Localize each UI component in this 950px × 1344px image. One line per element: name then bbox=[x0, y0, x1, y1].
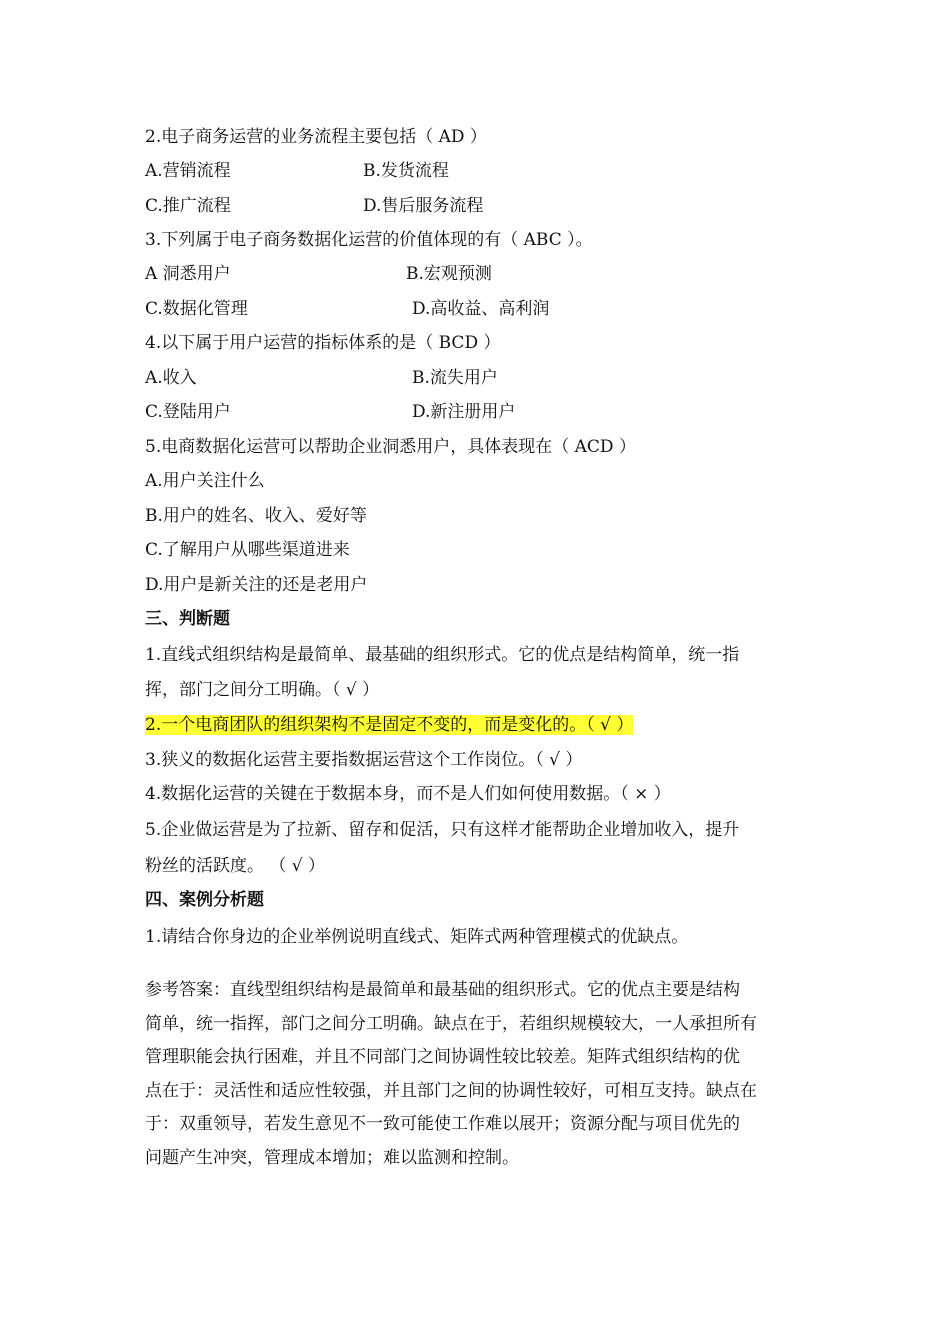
tf-item-3: 3.狭义的数据化运营主要指数据运营这个工作岗位。（ √ ） bbox=[145, 750, 583, 770]
question-3: 3.下列属于电子商务数据化运营的价值体现的有（ ABC ）。 bbox=[145, 230, 593, 250]
option-a: A.用户关注什么 bbox=[145, 471, 265, 491]
option-b: B.流失用户 bbox=[412, 368, 498, 388]
tf-item-1-line-1: 1.直线式组织结构是最简单、最基础的组织形式。它的优点是结构简单，统一指 bbox=[145, 645, 740, 665]
option-c: C.了解用户从哪些渠道进来 bbox=[145, 540, 350, 560]
reference-answer bbox=[145, 974, 810, 1176]
answer-line: 参考答案：直线型组织结构是最简单和最基础的组织形式。它的优点主要是结构 bbox=[145, 980, 740, 1000]
option-b: B.发货流程 bbox=[363, 161, 449, 181]
section-heading-case-analysis: 四、案例分析题 bbox=[145, 890, 264, 910]
question-4: 4.以下属于用户运营的指标体系的是（ BCD ） bbox=[145, 333, 501, 353]
section-heading-true-false: 三、判断题 bbox=[145, 609, 230, 629]
option-d: D.售后服务流程 bbox=[363, 196, 484, 216]
question-2: 2.电子商务运营的业务流程主要包括（ AD ） bbox=[145, 127, 487, 147]
case-question: 1.请结合你身边的企业举例说明直线式、矩阵式两种管理模式的优缺点。 bbox=[145, 927, 689, 947]
highlight-mark: 2.一个电商团队的组织架构不是固定不变的，而是变化的。（ √ ） bbox=[145, 715, 634, 735]
answer-line: 于：双重领导，若发生意见不一致可能使工作难以展开；资源分配与项目优先的 bbox=[145, 1114, 740, 1135]
option-c: C.数据化管理 bbox=[145, 299, 248, 319]
answer-line: 点在于：灵活性和适应性较强，并且部门之间的协调性较好，可相互支持。缺点在 bbox=[145, 1080, 757, 1101]
tf-item-5-line-1: 5.企业做运营是为了拉新、留存和促活，只有这样才能帮助企业增加收入，提升 bbox=[145, 820, 740, 840]
option-c: C.登陆用户 bbox=[145, 402, 231, 422]
answer-line: 管理职能会执行困难，并且不同部门之间协调性较比较差。矩阵式组织结构的优 bbox=[145, 1047, 740, 1068]
option-d: D.新注册用户 bbox=[412, 402, 516, 422]
answer-line: 简单，统一指挥，部门之间分工明确。缺点在于，若组织规模较大，一人承担所有 bbox=[145, 1013, 757, 1034]
option-c: C.推广流程 bbox=[145, 196, 231, 216]
tf-item-5-line-2: 粉丝的活跃度。 （ √ ） bbox=[145, 856, 326, 876]
option-b: B.用户的姓名、收入、爱好等 bbox=[145, 506, 367, 526]
option-b: B.宏观预测 bbox=[406, 264, 492, 284]
option-a: A.营销流程 bbox=[145, 161, 231, 181]
option-d: D.用户是新关注的还是老用户 bbox=[145, 575, 368, 595]
tf-item-1-line-2: 挥，部门之间分工明确。（ √ ） bbox=[145, 680, 380, 700]
question-5: 5.电商数据化运营可以帮助企业洞悉用户，具体表现在（ ACD ） bbox=[145, 437, 636, 457]
answer-line: 问题产生冲突，管理成本增加；难以监测和控制。 bbox=[145, 1147, 519, 1168]
option-a: A.收入 bbox=[145, 368, 197, 388]
tf-item-2-highlighted bbox=[145, 713, 633, 737]
option-d: D.高收益、高利润 bbox=[412, 299, 550, 319]
option-a: A 洞悉用户 bbox=[145, 264, 231, 284]
tf-item-4: 4.数据化运营的关键在于数据本身，而不是人们如何使用数据。（ × ） bbox=[145, 784, 671, 804]
